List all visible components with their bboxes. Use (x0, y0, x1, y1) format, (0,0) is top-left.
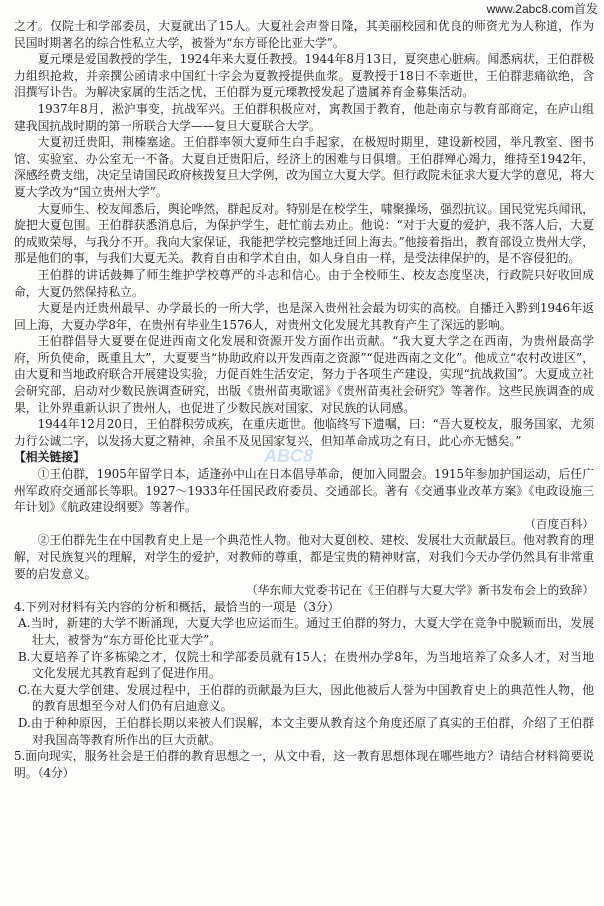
related-link-2: ②王伯群先生在中国教育史上是一个典范性人物。他对大夏创校、建校、发展壮大贡献最巨。他对教育的理解，对民族复兴的理解，对学生的爱护，对教师的尊重，都是宝贵的精神财富，对我们今天办学仍然具有非常重要的启发意义。 (14, 533, 594, 581)
related-links-title: 【相关链接】 (14, 450, 85, 465)
article-paragraph: 大夏师生、校友闻悉后，舆论哗然，群起反对。特别是在校学生，啸聚操场，强烈抗议。国民党宪兵闻讯，旋把大夏包围。王伯群获悉消息后，为保护学生，赶忙前去劝止。他说：“对于大夏的爱护，我不落人后，大夏的成败荣辱，与我分不开。我向大家保证，我能把学校完整地迁回上海去。”他接着指出，教育部设立贵州大学，那是他们的事，与我们大夏无关。教育自由和学术自由，如人身自由一样，是受法律保护的，是不容侵犯的。 (14, 201, 594, 266)
article-paragraph: 大夏初迁贵阳，荆榛塞途。王伯群率领大夏师生白手起家，在极短时期里，建设新校园，举凡教室、图书馆、实验室、办公室无一不备。大夏自迁贵阳后，经济上的困难与日俱增。王伯群殚心竭力，维持至1942年，深感经费支绌，决定呈请国民政府核拨复旦大学例，改为国立大夏大学。但行政院未征求大夏大学的意见，将大夏大学改为“国立贵州大学”。 (14, 135, 594, 199)
question-5-stem: 5.面向现实，服务社会是王伯群的教育思想之一，从文中看，这一教育思想体现在哪些地方？请结合材料简要说明。（4分） (14, 749, 594, 780)
article-paragraph: 王伯群倡导大夏要在促进西南文化发展和资源开发方面作出贡献。“我大夏大学之在西南，为贵州最高学府，所负使命，既重且大”，大夏要当“协助政府以开发西南之资源”“促进西南之文化”。他成立“农村改进区”，由大夏和当地政府联合开展建设实验，力促百姓生活安定，努力于各项生产建设，实现“抗战救国”。大夏成立社会研究部，启动对少数民族调查研究，出版《贵州苗夷歌谣》《贵州苗夷社会研究》等著作。这些民族调查的成果，让外界重新认识了贵州人，也促进了少数民族对国家、对民族的认同感。 (14, 334, 594, 415)
article-paragraph: 1944年12月20日，王伯群积劳成疾，在重庆逝世。他临终写下遗嘱，曰：“吾大夏校友，服务国家，尤须力行公诚二字，以发扬大夏之精神，余虽不及见国家复兴，但知革命成功之有日，此心亦无憾矣。” (14, 417, 594, 448)
document-page (14, 18, 594, 781)
question-4-option-d: D.由于种种原因，王伯群长期以来被人们误解，本文主要从教育这个角度还原了真实的王伯群，介绍了王伯群对我国高等教育所作出的巨大贡献。 (18, 715, 594, 747)
related-link-1-source: （百度百科） (524, 516, 594, 531)
svg-text:ABC8: ABC8 (264, 446, 314, 466)
question-4-option-c: C.在大夏大学创建、发展过程中，王伯群的贡献最为巨大，因此他被后人誉为中国教育史上的典范性人物，他的教育思想至今对人们仍有启迪意义。 (18, 682, 594, 714)
related-link-2-source: （华东师大党委书记在《王伯群与大夏大学》新书发布会上的致辞） (246, 583, 594, 598)
article-paragraph: 夏元瑮是爱国教授的学生，1924年来大夏任教授。1944年8月13日，夏突患心脏病。闻悉病状，王伯群极力组织抢救，并亲撰公函请求中国红十字会为夏教授提供血浆。夏教授于18日不幸逝世，王伯群悲痛欲绝，含泪撰写讣告。为解决家属的生活之忧，王伯群为夏元瑮教授发起了遗属养育金募集活动。 (14, 52, 594, 100)
site-header: www.2abc8.com首发 (486, 2, 598, 16)
question-4-stem: 4.下列对材料有关内容的分析和概括，最恰当的一项是（3分） (14, 599, 340, 614)
article-paragraph: 之才。仅院士和学部委员，大夏就出了15人。大夏社会声誉日隆，其美丽校园和优良的师资尤为人称道，作为民国时期著名的综合性私立大学，被誉为“东方哥伦比亚大学”。 (14, 19, 594, 50)
related-link-1: ①王伯群，1905年留学日本，适逢孙中山在日本倡导革命，便加入同盟会。1915年参加护国运动，后任广州军政府交通部长等职。1927～1933年任国民政府委员、交通部长。著有《交通事业改革方案》《电政设施三年计划》《航政建设纲要》等著作。 (14, 467, 594, 515)
article-paragraph: 大夏是内迁贵州最早、办学最长的一所大学，也是深入贵州社会最为切实的高校。自播迁入黔到1946年返回上海，大夏办学8年，在贵州有毕业生1576人，对贵州文化发展尤其教育产生了深远的影响。 (14, 301, 594, 332)
question-4-option-a: A.当时，新建的大学不断涌现，大夏大学也应运而生。通过王伯群的努力，大夏大学在竞争中脱颖而出，发展壮大，被誉为“东方哥伦比亚大学”。 (18, 616, 594, 647)
question-4-option-b: B.大夏培养了许多栋梁之才，仅院士和学部委员就有15人；在贵州办学8年，为当地培养了众多人才，对当地文化发展尤其教育起到了促进作用。 (18, 649, 594, 681)
article-paragraph: 王伯群的讲话鼓舞了师生维护学校尊严的斗志和信心。由于全校师生、校友态度坚决，行政院只好收回成命，大夏仍然保持私立。 (14, 267, 594, 299)
article-paragraph: 1937年8月，淞沪事变，抗战军兴。王伯群积极应对，寓教国于教育，他赴南京与教育部商定，在庐山组建我国抗战时期的第一所联合大学——复旦大夏联合大学。 (14, 101, 594, 133)
